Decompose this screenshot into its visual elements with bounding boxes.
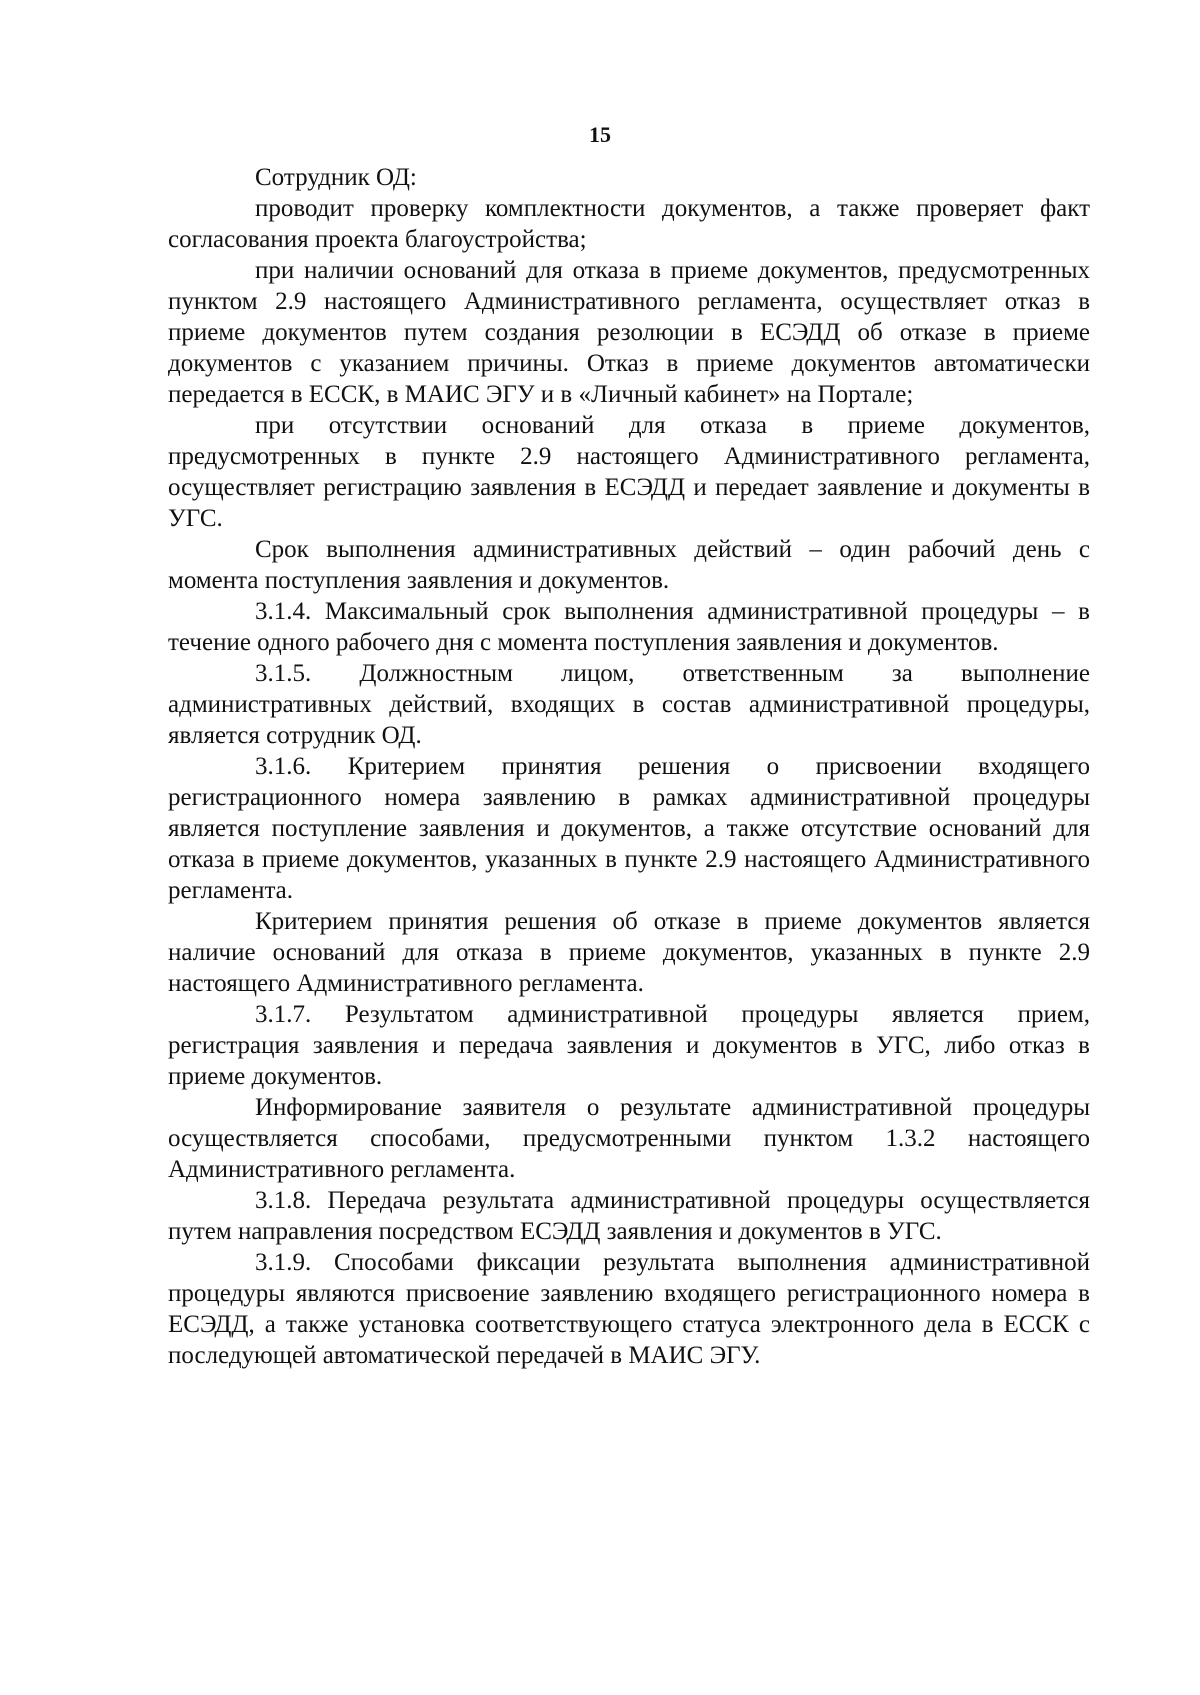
page-number: 15	[589, 122, 611, 147]
paragraph-refusal-criterion: Критерием принятия решения об отказе в приеме документов является наличие оснований для отказа в приеме документов, указанных в пункте 2.9 настоящего Административного регламента.	[168, 908, 1090, 997]
paragraph-deadline: Срок выполнения административных действий – один рабочий день с момента поступления заявления и документов.	[168, 536, 1090, 594]
paragraph-informing: Информирование заявителя о результате административной процедуры осуществляется способами, предусмотренными пунктом 1.3.2 настоящего Административного регламента.	[168, 1094, 1090, 1183]
paragraph-refusal-grounds: при наличии оснований для отказа в приеме документов, предусмотренных пунктом 2.9 настоящего Административного регламента, осуществляет отказ в приеме документов путем создания резолюции в ЕСЭДД об отказе в приеме документов с указанием причины. Отказ в приеме документов автоматически передается в ЕССК, в МАИС ЭГУ и в «Личный кабинет» на Портале;	[168, 257, 1090, 408]
paragraph-3-1-7: 3.1.7. Результатом административной процедуры является прием, регистрация заявления и передача заявления и документов в УГС, либо отказ в приеме документов.	[168, 1001, 1090, 1090]
paragraph-3-1-8: 3.1.8. Передача результата административной процедуры осуществляется путем направления посредством ЕСЭДД заявления и документов в УГС.	[168, 1187, 1090, 1245]
paragraph-3-1-5: 3.1.5. Должностным лицом, ответственным за выполнение административных действий, входящих в состав административной процедуры, является сотрудник ОД.	[168, 660, 1090, 749]
paragraph-3-1-9: 3.1.9. Способами фиксации результата выполнения административной процедуры являются присвоение заявлению входящего регистрационного номера в ЕСЭДД, а также установка соответствующего статуса электронного дела в ЕССК с последующей автоматической передачей в МАИС ЭГУ.	[168, 1249, 1090, 1369]
paragraph-heading-staff: Сотрудник ОД:	[255, 164, 417, 191]
paragraph-3-1-6: 3.1.6. Критерием принятия решения о присвоении входящего регистрационного номера заявлению в рамках административной процедуры является поступление заявления и документов, а также отсутствие оснований для отказа в приеме документов, указанных в пункте 2.9 настоящего Административного регламента.	[168, 753, 1090, 904]
document-body	[168, 162, 1090, 1371]
paragraph-check-completeness: проводит проверку комплектности документов, а также проверяет факт согласования проекта благоустройства;	[168, 195, 1090, 253]
paragraph-3-1-4: 3.1.4. Максимальный срок выполнения административной процедуры – в течение одного рабочего дня с момента поступления заявления и документов.	[168, 598, 1090, 656]
paragraph-no-refusal-grounds: при отсутствии оснований для отказа в приеме документов, предусмотренных в пункте 2.9 настоящего Административного регламента, осуществляет регистрацию заявления в ЕСЭДД и передает заявление и документы в УГС.	[168, 412, 1090, 532]
